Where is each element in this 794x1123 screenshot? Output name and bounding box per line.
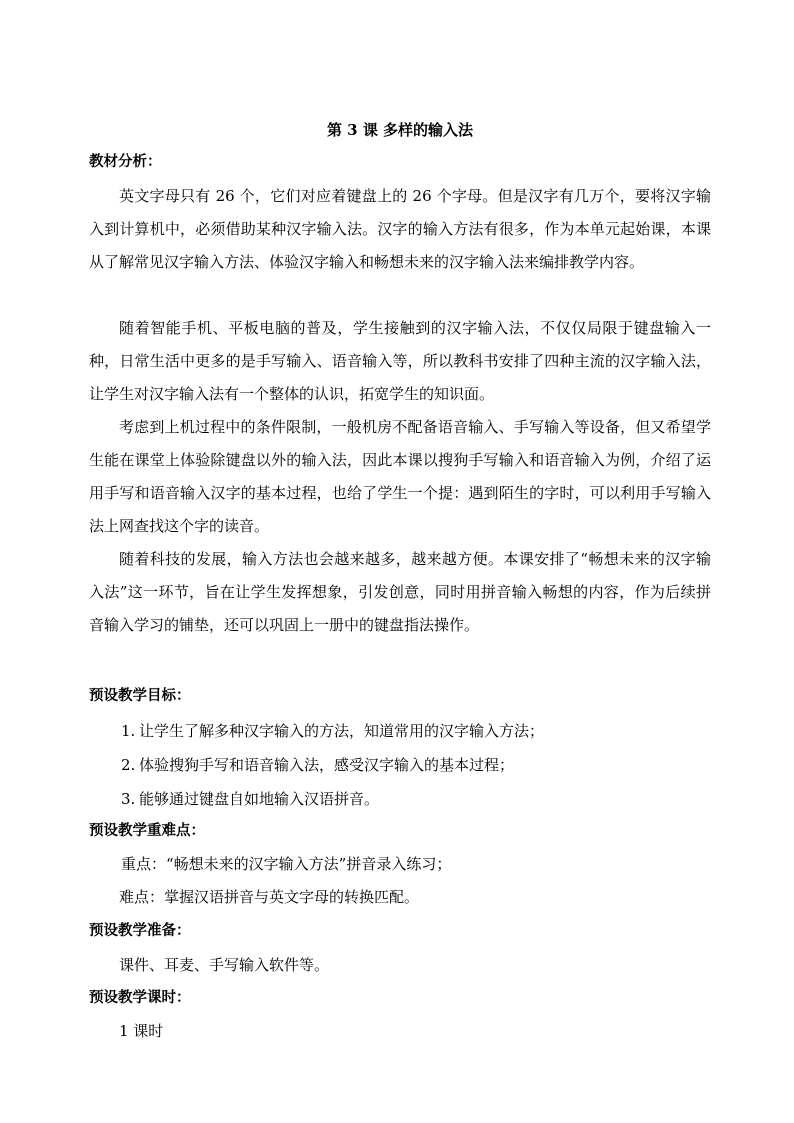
document-page	[89, 0, 711, 1123]
goal-item	[121, 753, 514, 777]
analysis-paragraph-2: 随着智能手机、平板电脑的普及，学生接触到的汉字输入法，不仅仅局限于键盘输入一种，日常生活中更多的是手写输入、语音输入等，所以教科书安排了四种主流的汉字输入法，让学生对汉字输入法有一个整体的认识，拓宽学生的知识面。	[89, 319, 711, 403]
document-title: 第 3 课 多样的输入法	[326, 121, 474, 139]
key-point-focus: 重点：“畅想未来的汉字输入方法”拼音录入练习；	[121, 855, 452, 873]
goal-item-text: 让学生了解多种汉字输入的方法，知道常用的汉字输入方法；	[139, 722, 545, 740]
section-heading-preparation: 预设教学准备：	[89, 922, 191, 939]
analysis-paragraph-4: 随着科技的发展，输入方法也会越来越多，越来越方便。本课安排了“畅想未来的汉字输入法”这一环节，旨在让学生发挥想象，引发创意，同时用拼音输入畅想的内容，作为后续拼音输入学习的铺垫，还可以巩固上一册中的键盘指法操作。	[89, 550, 711, 634]
goal-item-text: 体验搜狗手写和语音输入法，感受汉字输入的基本过程；	[139, 756, 515, 774]
section-heading-hours: 预设教学课时：	[89, 989, 191, 1006]
goal-item-number: 1.	[121, 722, 136, 740]
preparation-text: 课件、耳麦、手写输入软件等。	[119, 956, 330, 974]
section-heading-goals: 预设教学目标：	[89, 687, 191, 704]
section-heading-key-points: 预设教学重难点：	[89, 822, 205, 839]
goal-item	[121, 719, 544, 743]
hours-text: 1 课时	[119, 1022, 164, 1040]
goal-item-text: 能够通过键盘自如地输入汉语拼音。	[139, 790, 380, 808]
analysis-paragraph-3: 考虑到上机过程中的条件限制，一般机房不配备语音输入、手写输入等设备，但又希望学生能在课堂上体验除键盘以外的输入法，因此本课以搜狗手写输入和语音输入为例，介绍了运用手写和语音输入汉字的基本过程，也给了学生一个提：遇到陌生的字时，可以利用手写输入法上网查找这个字的读音。	[89, 418, 711, 535]
goal-item	[121, 787, 379, 811]
goal-item-number: 3.	[121, 790, 136, 808]
analysis-paragraph-1: 英文字母只有 26 个，它们对应着键盘上的 26 个字母。但是汉字有几万个，要将汉字输入到计算机中，必须借助某种汉字输入法。汉字的输入方法有很多，作为本单元起始课，本课从了解常见汉字输入方法、体验汉字输入和畅想未来的汉字输入法来编排教学内容。	[89, 187, 711, 271]
key-point-difficulty: 难点：掌握汉语拼音与英文字母的转换匹配。	[119, 888, 420, 906]
goal-item-number: 2.	[121, 756, 136, 774]
section-heading-analysis: 教材分析：	[89, 153, 162, 170]
